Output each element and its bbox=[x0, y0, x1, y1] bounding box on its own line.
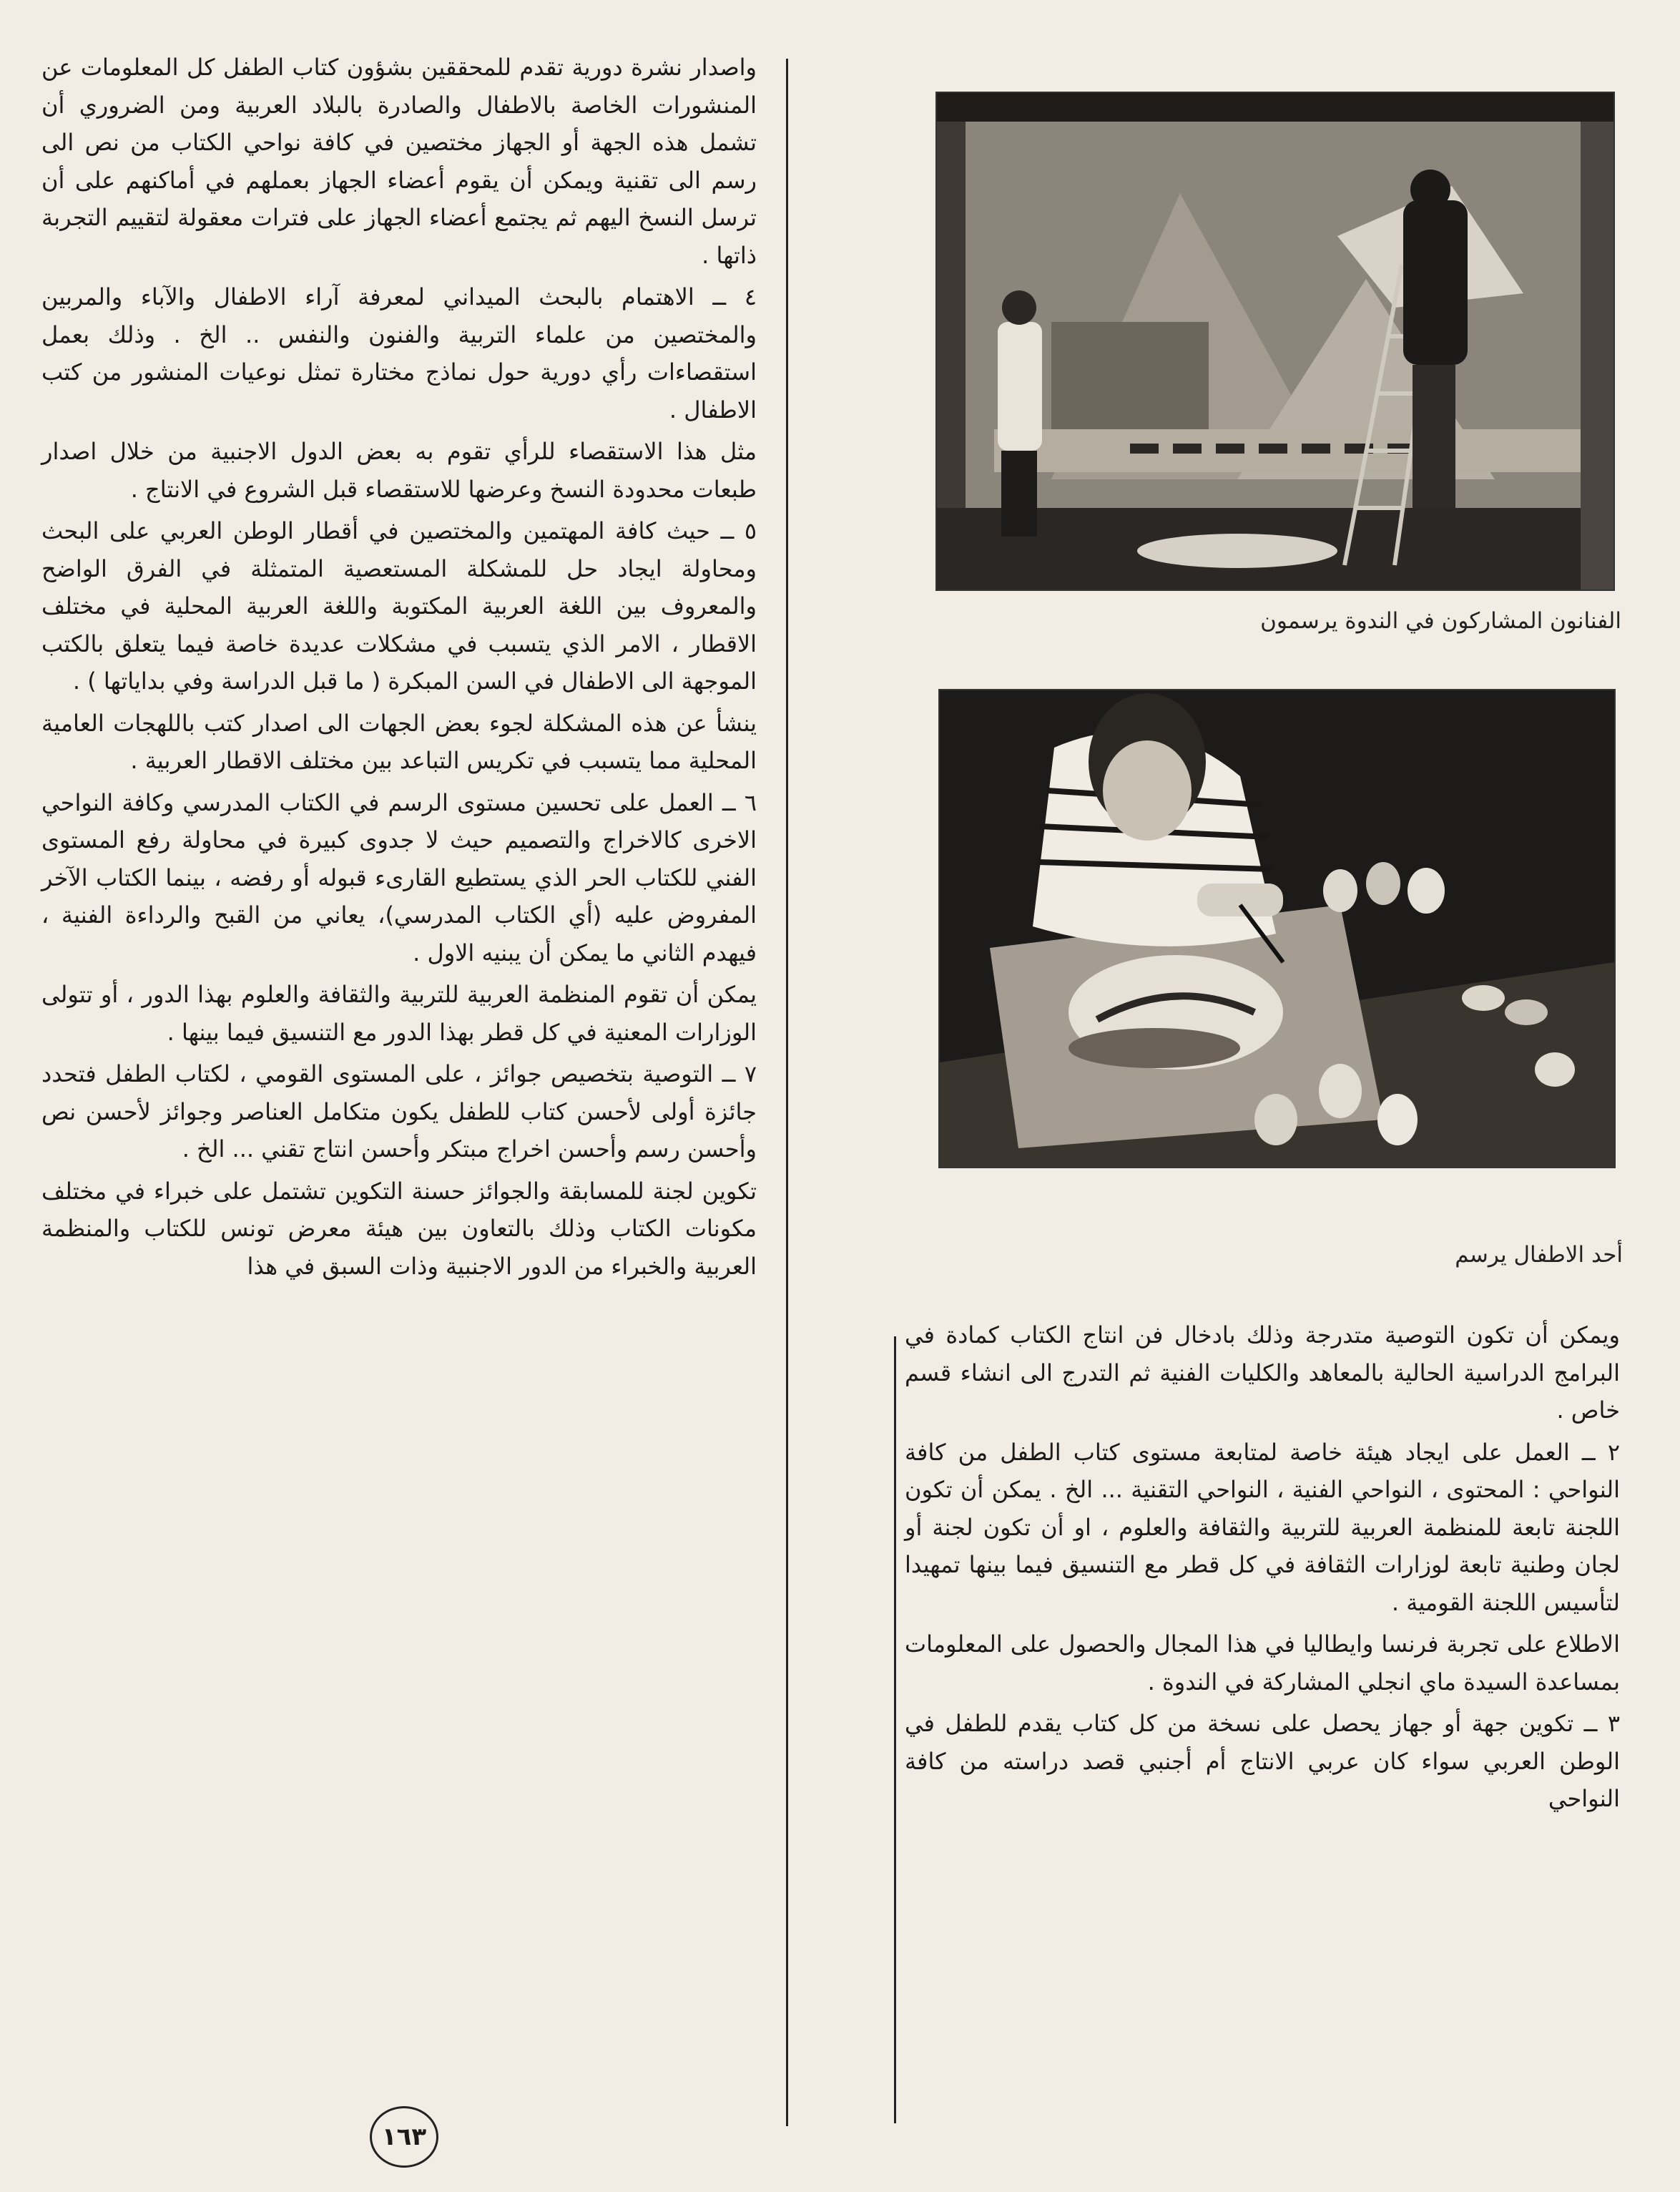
paragraph: يمكن أن تقوم المنظمة العربية للتربية والثقافة والعلوم بهذا الدور ، أو تتولى الوزارات المعنية في كل قطر بهذا الدور مع التنسيق فيما بينها . bbox=[41, 981, 757, 1046]
paragraph: واصدار نشرة دورية تقدم للمحققين بشؤون كتاب الطفل كل المعلومات عن المنشورات الخاصة بالاطفال والصادرة بالبلاد العربية ومن الضروري أن تشمل هذه الجهة أو الجهاز مختصين في كافة نواحي الكتاب من نص الى رسم الى تقنية ويمكن أن يقوم أعضاء الجهاز بعملهم في أماكنهم على أن ترسل النسخ اليهم ثم يجتمع أعضاء الجهاز على فترات معقولة لتقييم التجربة ذاتها . bbox=[41, 54, 757, 269]
paragraph: ٧ ــ التوصية بتخصيص جوائز ، على المستوى القومي ، لكتاب الطفل فتحدد جائزة أولى لأحسن كتاب للطفل يكون متكامل العناصر وجوائز لأحسن نص وأحسن رسم وأحسن اخراج مبتكر وأحسن انتاج تقني ... الخ . bbox=[41, 1060, 757, 1163]
child-painting-illustration bbox=[940, 690, 1614, 1167]
paragraph: ٣ ــ تكوين جهة أو جهاز يحصل على نسخة من كل كتاب يقدم للطفل في الوطن العربي سواء كان عربي الانتاج أم أجنبي قصد دراسته من كافة النواحي bbox=[905, 1710, 1620, 1812]
photo-caption: أحد الاطفال يرسم bbox=[1455, 1242, 1623, 1268]
paragraph: ٦ ــ العمل على تحسين مستوى الرسم في الكتاب المدرسي وكافة النواحي الاخرى كالاخراج والتصميم حيث لا جدوى كبيرة في محاولة رفع المستوى الفني للكتاب الحر الذي يستطيع القارىء قبوله أو رفضه ، بينما الكتاب الآخر المفروض عليه (أي الكتاب المدرسي)، يعاني من القبح والرداءة الفنية ، فيهدم الثاني ما يمكن أن يبنيه الاول . bbox=[41, 788, 757, 967]
paragraph: مثل هذا الاستقصاء للرأي تقوم به بعض الدول الاجنبية من خلال اصدار طبعات محدودة النسخ وعرضها للاستقصاء قبل الشروع في الانتاج . bbox=[41, 438, 757, 503]
left-column bbox=[41, 49, 757, 1289]
photo-caption: الفنانون المشاركون في الندوة يرسمون bbox=[1260, 608, 1621, 634]
paragraph: ٤ ــ الاهتمام بالبحث الميداني لمعرفة آراء الاطفال والآباء والمربين والمختصين من علماء التربية والفنون والنفس .. الخ . وذلك بعمل استقصاءات رأي دورية حول نماذج مختارة تمثل نوعيات المنشور من كتب الاطفال . bbox=[41, 283, 757, 424]
photo-child-painting bbox=[938, 689, 1616, 1168]
mural-scene-illustration bbox=[937, 93, 1613, 589]
paragraph: الاطلاع على تجربة فرنسا وايطاليا في هذا المجال والحصول على المعلومات بمساعدة السيدة ماي انجلي المشاركة في الندوة . bbox=[905, 1630, 1620, 1696]
photo-artists-painting-mural bbox=[935, 92, 1615, 591]
paragraph: ٥ ــ حيث كافة المهتمين والمختصين في أقطار الوطن العربي على البحث ومحاولة ايجاد حل للمشكلة المستعصية المتمثلة في الفرق الواضح والمعروف بين اللغة العربية المكتوبة واللغة العربية المحلية في مختلف الاقطار ، الامر الذي يتسبب في مشكلات عديدة خاصة فيما يتعلق بالكتب الموجهة الى الاطفال في السن المبكرة ( ما قبل الدراسة وفي بداياتها ) . bbox=[41, 517, 757, 695]
column-divider bbox=[894, 1336, 896, 2123]
column-divider bbox=[786, 59, 788, 2126]
right-column bbox=[905, 1316, 1620, 1822]
page-number: ١٦٣ bbox=[370, 2106, 438, 2168]
paragraph: تكوين لجنة للمسابقة والجوائز حسنة التكوين تشتمل على خبراء في مختلف مكونات الكتاب وذلك بالتعاون بين هيئة معرض تونس للكتاب والمنظمة العربية والخبراء من الدور الاجنبية وذات السبق في هذا bbox=[41, 1177, 757, 1280]
paragraph: ويمكن أن تكون التوصية متدرجة وذلك بادخال فن انتاج الكتاب كمادة في البرامج الدراسية الحالية بالمعاهد والكليات الفنية ثم التدرج الى انشاء قسم خاص . bbox=[905, 1321, 1620, 1424]
paragraph: ينشأ عن هذه المشكلة لجوء بعض الجهات الى اصدار كتب باللهجات العامية المحلية مما يتسبب في تكريس التباعد بين مختلف الاقطار العربية . bbox=[41, 709, 757, 774]
paragraph: ٢ ــ العمل على ايجاد هيئة خاصة لمتابعة مستوى كتاب الطفل من كافة النواحي : المحتوى ، النواحي الفنية ، النواحي التقنية ... الخ . يمكن أن تكون اللجنة تابعة للمنظمة العربية للتربية والثقافة والعلوم ، او أن تكون لجنة أو لجان وطنية تابعة لوزارات الثقافة في كل قطر مع التنسيق فيما بينها تمهيدا لتأسيس اللجنة القومية . bbox=[905, 1438, 1620, 1616]
